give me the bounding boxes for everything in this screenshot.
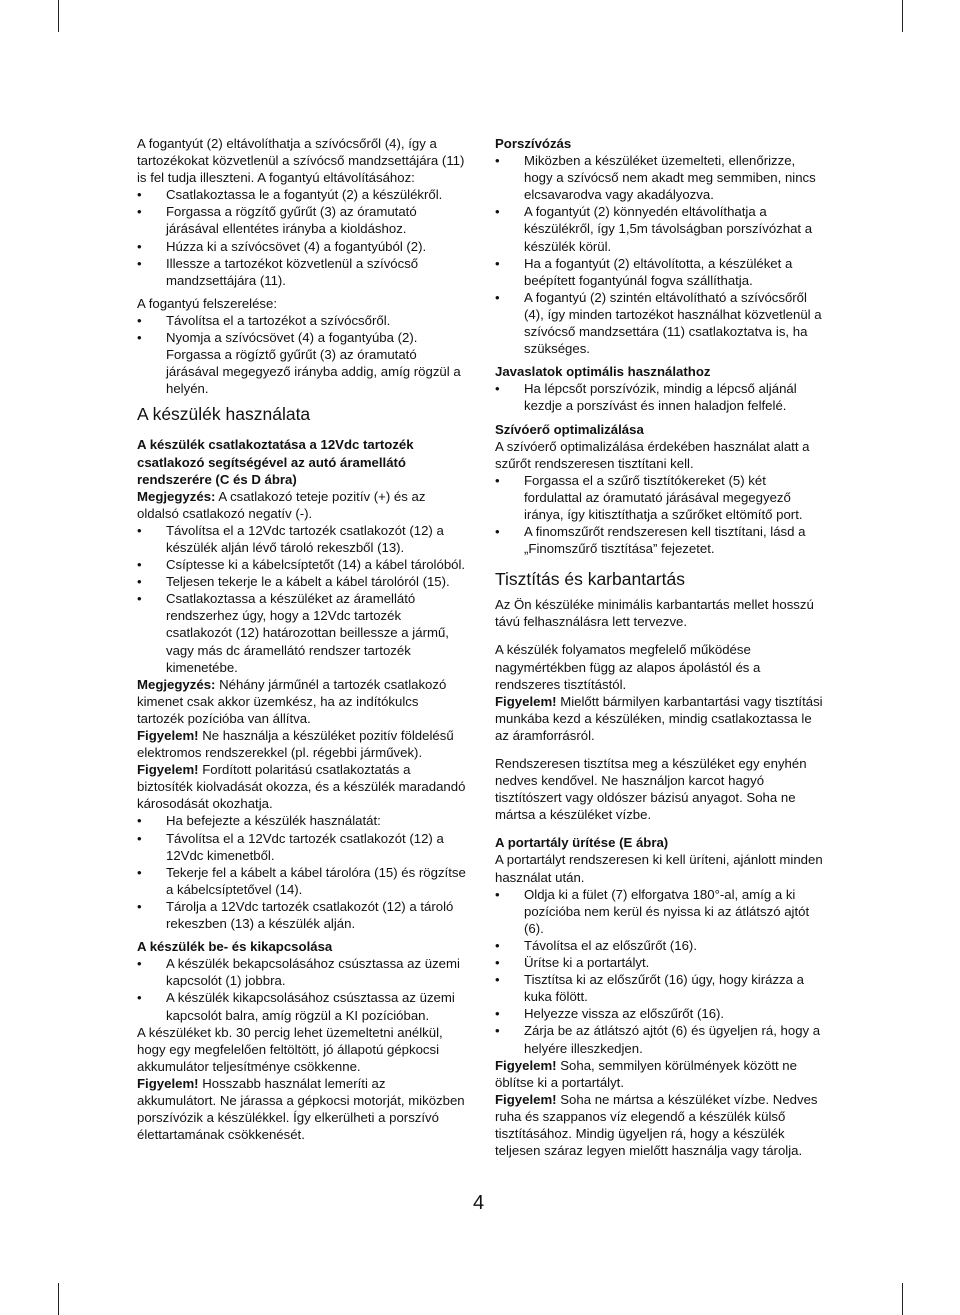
- bullet-list: [495, 380, 824, 414]
- bullet-list: [137, 522, 466, 676]
- subheading: Szívóerő optimalizálása: [495, 421, 644, 437]
- page-number: 4: [473, 1192, 485, 1214]
- warning-paragraph: Figyelem! Soha, semmilyen körülmények között ne öblítse ki a portartályt.: [495, 1057, 797, 1090]
- subheading: A készülék csatlakoztatása a 12Vdc tartozék csatlakozó segítségével az autó áramellátó rendszerére (C és D ábra): [137, 437, 414, 487]
- list-item: • Nyomja a szívócsövet (4) a fogantyúba (2). Forgassa a rögíztő gyűrűt (3) az óramutató járásával megegyező irányba addig, amíg rögzül a helyén.: [137, 329, 466, 397]
- list-item: • Tekerje fel a kábelt a kábel tárolóra (15) és rögzítse a kábelcsíptetővel (14).: [137, 864, 466, 898]
- list-item: • Ürítse ki a portartályt.: [495, 954, 824, 971]
- subheading: Javaslatok optimális használathoz: [495, 364, 711, 380]
- warning-label: Figyelem!: [495, 693, 557, 709]
- list-item: • Helyezze vissza az előszűrőt (16).: [495, 1005, 824, 1022]
- bullet-list: [137, 186, 466, 289]
- paragraph: A szívóerő optimalizálása érdekében használat alatt a szűrőt rendszeresen tisztítani kell.: [495, 438, 810, 471]
- paragraph: A készüléket kb. 30 percig lehet üzemeltetni anélkül, hogy egy megfelelően feltöltött, jó állapotú gépkocsi akkumulátor teljesítménye csökkenne.: [137, 1024, 443, 1074]
- bullet-list: [137, 312, 466, 397]
- list-item: • Ha befejezte a készülék használatát:: [137, 812, 466, 829]
- crop-mark: [58, 0, 59, 32]
- warning-label: Figyelem!: [495, 1057, 557, 1073]
- list-item: • Zárja be az átlátszó ajtót (6) és ügyeljen rá, hogy a helyére illeszkedjen.: [495, 1022, 824, 1056]
- list-item: • Távolítsa el a 12Vdc tartozék csatlakozót (12) a 12Vdc kimenetből.: [137, 830, 466, 864]
- paragraph: Rendszeresen tisztítsa meg a készüléket egy enyhén nedves kendővel. Ne használjon karcot hagyó tisztítószert vagy oldószer bázisú anyagot. Soha ne mártsa a készüléket vízbe.: [495, 756, 807, 823]
- list-item: • Teljesen tekerje le a kábelt a kábel tárolóról (15).: [137, 573, 466, 590]
- list-item: • A finomszűrőt rendszeresen kell tisztítani, lásd a „Finomszűrő tisztítása” fejezetet.: [495, 523, 824, 557]
- list-item: • Csíptesse ki a kábelcsíptetőt (14) a kábel tárolóból.: [137, 556, 466, 573]
- crop-mark: [902, 1283, 903, 1315]
- paragraph: A készülék folyamatos megfelelő működése nagymértékben függ az alapos ápolástól és a rendszeres tisztítástól.: [495, 642, 761, 692]
- warning-paragraph: Figyelem! Hosszabb használat lemeríti az akkumulátort. Ne járassa a gépkocsi motorját, miközben porszívózik a készülékkel. Így elkerülheti a porszívó élettartamának csökkenését.: [137, 1075, 465, 1143]
- list-item: • Távolítsa el a tartozékot a szívócsőről.: [137, 312, 466, 329]
- note-paragraph: Megjegyzés: A csatlakozó teteje pozitív (+) és az oldalsó csatlakozó negatív (-).: [137, 488, 426, 521]
- bullet-list: [495, 886, 824, 1057]
- warning-paragraph: Figyelem! Ne használja a készüléket pozitív földelésű elektromos rendszerekkel (pl. régebbi járművek).: [137, 728, 454, 761]
- paragraph: A fogantyú felszerelése:: [137, 295, 278, 311]
- warning-paragraph: Figyelem! Soha ne mártsa a készüléket vízbe. Nedves ruha és szappanos víz elegendő a készülék külső tisztításához. Mindig ügyeljen rá, hogy a készülék teljesen száraz legyen mielőtt használja vagy tárolja.: [495, 1091, 818, 1159]
- left-column: [137, 135, 466, 1143]
- bullet-list: [495, 152, 824, 357]
- list-item: • Csatlakoztassa le a fogantyút (2) a készülékről.: [137, 186, 466, 203]
- paragraph: A portartályt rendszeresen ki kell üríteni, ajánlott minden használat után.: [495, 852, 823, 885]
- list-item: • Oldja ki a fület (7) elforgatva 180°-al, amíg a ki pozícióba nem kerül és nyissa ki az átlátszó ajtót (6).: [495, 886, 824, 937]
- paragraph: Az Ön készüléke minimális karbantartás mellet hosszú távú felhasználásra lett tervezve.: [495, 597, 814, 630]
- subheading: A portartály ürítése (E ábra): [495, 835, 669, 851]
- section-title: A készülék használata: [137, 404, 311, 425]
- list-item: • A készülék kikapcsolásához csúsztassa az üzemi kapcsolót balra, amíg rögzül a KI pozícióban.: [137, 989, 466, 1023]
- crop-mark: [58, 1283, 59, 1315]
- list-item: • Forgassa a rögzítő gyűrűt (3) az óramutató járásával ellentétes irányba a kioldáshoz.: [137, 203, 466, 237]
- warning-label: Figyelem!: [137, 762, 199, 778]
- warning-paragraph: Figyelem! Fordított polaritású csatlakoztatás a biztosíték kiolvadását okozza, és a készülék maradandó károsodását okozhatja.: [137, 762, 466, 812]
- list-item: • Tisztítsa ki az előszűrőt (16) úgy, hogy kirázza a kuka fölött.: [495, 971, 824, 1005]
- list-item: • A készülék bekapcsolásához csúsztassa az üzemi kapcsolót (1) jobbra.: [137, 955, 466, 989]
- list-item: • Távolítsa el az előszűrőt (16).: [495, 937, 824, 954]
- note-label: Megjegyzés:: [137, 676, 216, 692]
- bullet-list: [495, 472, 824, 557]
- crop-mark: [902, 0, 903, 32]
- bullet-list: [137, 812, 466, 932]
- right-column: [495, 135, 824, 1159]
- warning-label: Figyelem!: [495, 1091, 557, 1107]
- warning-label: Figyelem!: [137, 1075, 199, 1091]
- list-item: • Húzza ki a szívócsövet (4) a fogantyúból (2).: [137, 238, 466, 255]
- paragraph: A fogantyút (2) eltávolíthatja a szívócsőről (4), így a tartozékokat közvetlenül a szívócső mandzsettájára (11) is fel tudja illeszteni. A fogantyú eltávolításához:: [137, 136, 465, 186]
- list-item: • Csatlakoztassa a készüléket az áramellátó rendszerhez úgy, hogy a 12Vdc tartozék csatlakozót (12) határozottan beillessze a jármű, vagy más dc áramellátó rendszer tartozék kimenetébe.: [137, 590, 466, 675]
- list-item: • Távolítsa el a 12Vdc tartozék csatlakozót (12) a készülék alján lévő tároló rekeszből (13).: [137, 522, 466, 556]
- list-item: • Miközben a készüléket üzemelteti, ellenőrizze, hogy a szívócső nem akadt meg semmiben, nincs elcsavarodva vagy akadályozva.: [495, 152, 824, 203]
- list-item: • Ha a fogantyút (2) eltávolította, a készüléket a beépített fogantyúnál fogva szállíthatja.: [495, 255, 824, 289]
- list-item: • Illessze a tartozékot közvetlenül a szívócső mandzsettájára (11).: [137, 255, 466, 289]
- list-item: • Ha lépcsőt porszívózik, mindig a lépcső aljánál kezdje a porszívást és innen haladjon felfelé.: [495, 380, 824, 414]
- warning-label: Figyelem!: [137, 728, 199, 743]
- warning-paragraph: Figyelem! Mielőtt bármilyen karbantartási vagy tisztítási munkába kezd a készüléken, mindig csatlakoztassa le az áramforrásról.: [495, 693, 823, 743]
- subheading: A készülék be- és kikapcsolása: [137, 939, 333, 955]
- list-item: • A fogantyú (2) szintén eltávolítható a szívócsőről (4), így minden tartozékot használhat közvetlenül a szívócső mandzsettára (11) csatlakoztatva is, ha szükséges.: [495, 289, 824, 357]
- bullet-list: [137, 955, 466, 1023]
- list-item: • Forgassa el a szűrő tisztítókereket (5) két fordulattal az óramutató járásával megegyező iránya, így kitisztíthatja a szűrőket eltömítő port.: [495, 472, 824, 523]
- list-item: • Tárolja a 12Vdc tartozék csatlakozót (12) a tároló rekeszben (13) a készülék alján.: [137, 898, 466, 932]
- subheading: Porszívózás: [495, 136, 572, 151]
- section-title: Tisztítás és karbantartás: [495, 569, 685, 590]
- note-label: Megjegyzés:: [137, 488, 216, 504]
- list-item: • A fogantyút (2) könnyedén eltávolíthatja a készülékről, így 1,5m távolságban porszívózhat a készülék körül.: [495, 203, 824, 254]
- note-paragraph: Megjegyzés: Néhány járműnél a tartozék csatlakozó kimenet csak akkor üzemkész, ha az indítókulcs tartozék pozícióba van állítva.: [137, 676, 447, 726]
